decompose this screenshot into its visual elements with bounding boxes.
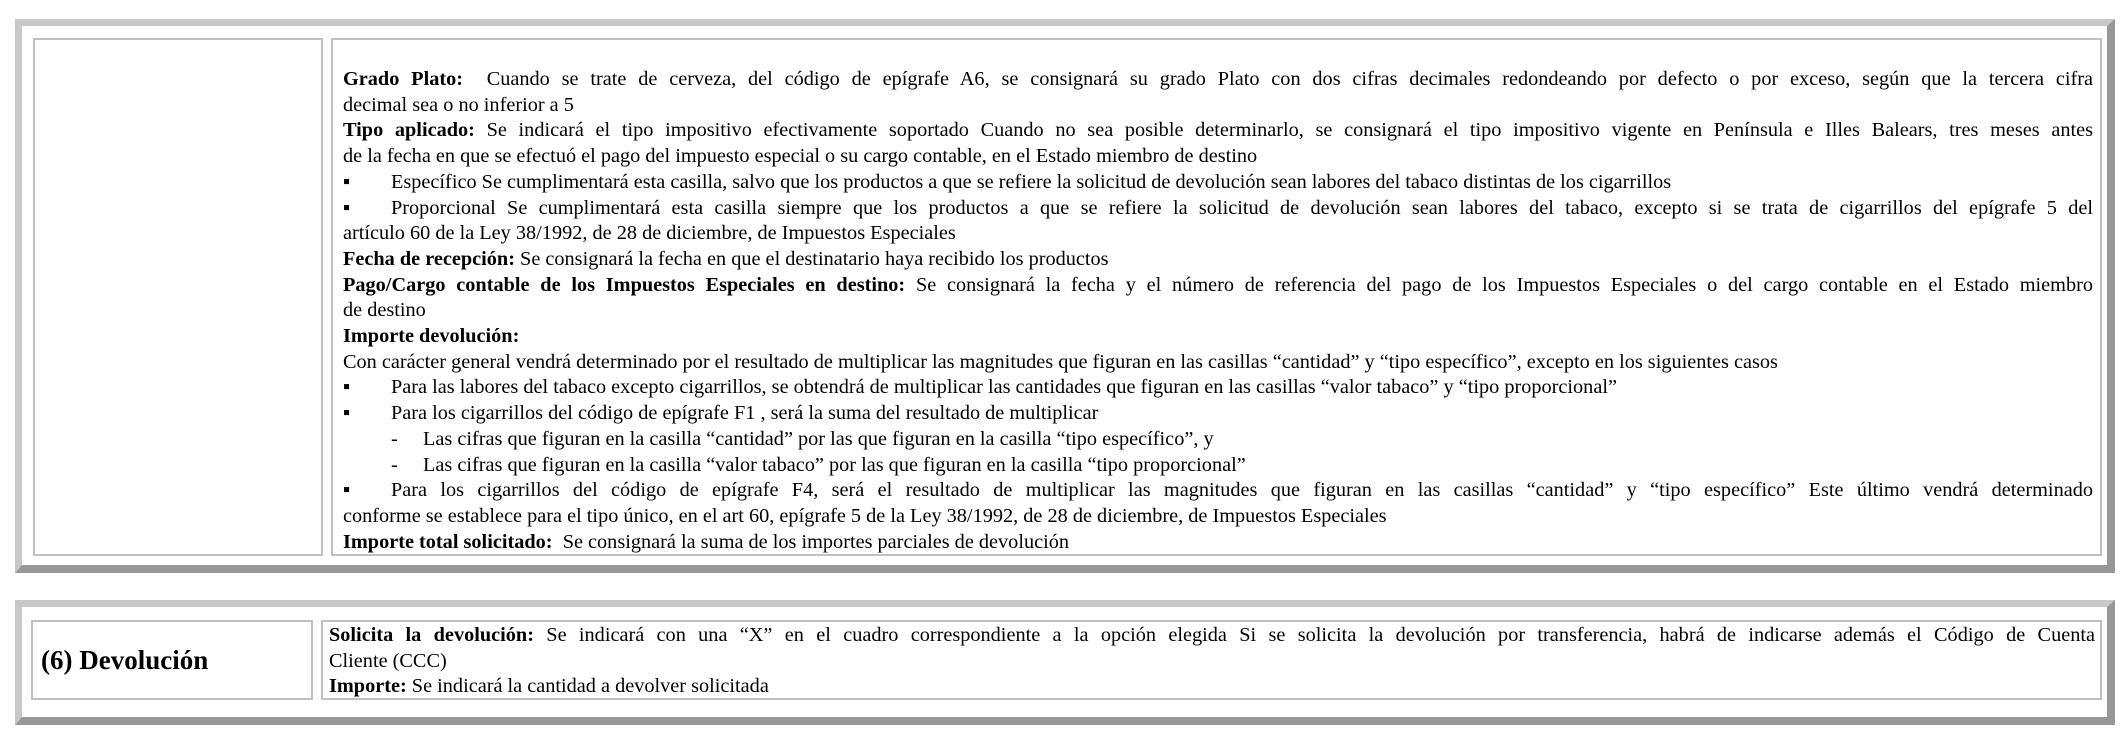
fecha-recepcion-label: Fecha de recepción: bbox=[343, 247, 515, 270]
left-label-cell-empty bbox=[33, 38, 323, 556]
bullet-icon: ▪ bbox=[343, 196, 351, 219]
dash-icon: - bbox=[391, 427, 398, 450]
importe-total: Importe total solicitado: Se consignará la suma de los importes parciales de devolución bbox=[343, 530, 1070, 553]
importe-devolucion-label: Importe devolución: bbox=[343, 325, 520, 348]
section-title: (6) Devolución bbox=[41, 644, 209, 675]
importe-label: Importe: bbox=[329, 675, 407, 698]
importe-subitem-1: - Las cifras que figuran en la casilla “cantidad” por las que figuran en la casilla “tipo específico”, y bbox=[343, 427, 2093, 453]
tipo-aplicado-line2: de la fecha en que se efectuó el pago del impuesto especial o su cargo contable, en el Estado miembro de destino bbox=[343, 145, 1258, 168]
importe-devolucion-general: Con carácter general vendrá determinado por el resultado de multiplicar las magnitudes que figuran en las casillas “cantidad” y “tipo específico”, excepto en los siguientes casos bbox=[343, 350, 1778, 373]
grado-plato-line2: decimal sea o no inferior a 5 bbox=[343, 93, 574, 116]
solicita-line1: Solicita la devolución: Se indicará con una “X” en el cuadro correspondiente a la opción elegida Si se solicita la devolución por transferencia, habrá de indicarse además el Código de Cuenta bbox=[329, 624, 2095, 646]
tipo-aplicado-line1: Tipo aplicado: Se indicará el tipo impositivo efectivamente soportado Cuando no sea posible determinarlo, se consignará el tipo impositivo vigente en Península e Illes Balears, tres meses antes bbox=[343, 119, 2093, 142]
pago-cargo-line2: de destino bbox=[343, 299, 426, 322]
importe-item-2: ▪ Para los cigarrillos del código de epígrafe F1 , será la suma del resultado de multiplicar bbox=[343, 401, 2093, 427]
importe-subitem-2: - Las cifras que figuran en la casilla “valor tabaco” por las que figuran en la casilla “tipo proporcional” bbox=[343, 453, 2093, 479]
instructions-frame-top bbox=[15, 19, 2115, 573]
proporcional-item-line2: artículo 60 de la Ley 38/1992, de 28 de diciembre, de Impuestos Especiales bbox=[343, 222, 956, 245]
pago-cargo-line1: Pago/Cargo contable de los Impuestos Especiales en destino: Se consignará la fecha y el número de referencia del pago de los Impuestos Especiales o del cargo contable en el Estado miembro bbox=[343, 273, 2093, 296]
importe-item-1: ▪ Para las labores del tabaco excepto cigarrillos, se obtendrá de multiplicar las cantidades que figuran en las casillas “valor tabaco” y “tipo proporcional” bbox=[343, 375, 2093, 401]
bullet-icon: ▪ bbox=[343, 402, 351, 425]
grado-plato-label: Grado Plato: bbox=[343, 68, 463, 90]
especifico-item: ▪ Específico Se cumplimentará esta casilla, salvo que los productos a que se refiere la solicitud de devolución sean labores del tabaco distintas de los cigarrillos bbox=[343, 170, 2093, 196]
importe-item-3-line2: conforme se establece para el tipo único, en el art 60, epígrafe 5 de la Ley 38/1992, de 28 de diciembre, de Impuestos Especiales bbox=[343, 504, 1387, 527]
bullet-icon: ▪ bbox=[343, 170, 351, 193]
importe-total-label: Importe total solicitado: bbox=[343, 530, 553, 553]
fecha-recepcion: Fecha de recepción: Se consignará la fecha en que el destinatario haya recibido los productos bbox=[343, 247, 1109, 270]
instructions-text-cell bbox=[331, 38, 2102, 556]
proporcional-item-line1: ▪ Proporcional Se cumplimentará esta casilla siempre que los productos a que se refiere la solicitud de devolución sean labores del tabaco, excepto si se trata de cigarrillos del epígrafe 5 del bbox=[343, 196, 2093, 222]
bullet-icon: ▪ bbox=[343, 376, 351, 399]
grado-plato-line1: Grado Plato: Cuando se trate de cerveza, del código de epígrafe A6, se consignará su grado Plato con dos cifras decimales redondeando por defecto o por exceso, según que la tercera cifra bbox=[343, 68, 2094, 90]
tipo-aplicado-label: Tipo aplicado: bbox=[343, 119, 475, 142]
solicita-line2: Cliente (CCC) bbox=[329, 649, 447, 672]
devolucion-frame bbox=[15, 600, 2115, 725]
pago-cargo-label: Pago/Cargo contable de los Impuestos Especiales en destino: bbox=[343, 273, 906, 296]
bullet-icon: ▪ bbox=[343, 479, 351, 502]
devolucion-text-cell bbox=[321, 620, 2102, 700]
importe-item-3-line1: ▪ Para los cigarrillos del código de epígrafe F4, será el resultado de multiplicar las magnitudes que figuran en las casillas “cantidad” y “tipo específico” Este último vendrá determinado bbox=[343, 478, 2093, 504]
solicita-label: Solicita la devolución: bbox=[329, 624, 534, 646]
devolucion-title-cell bbox=[31, 620, 313, 700]
importe-line: Importe: Se indicará la cantidad a devolver solicitada bbox=[329, 675, 769, 698]
dash-icon: - bbox=[391, 453, 398, 476]
